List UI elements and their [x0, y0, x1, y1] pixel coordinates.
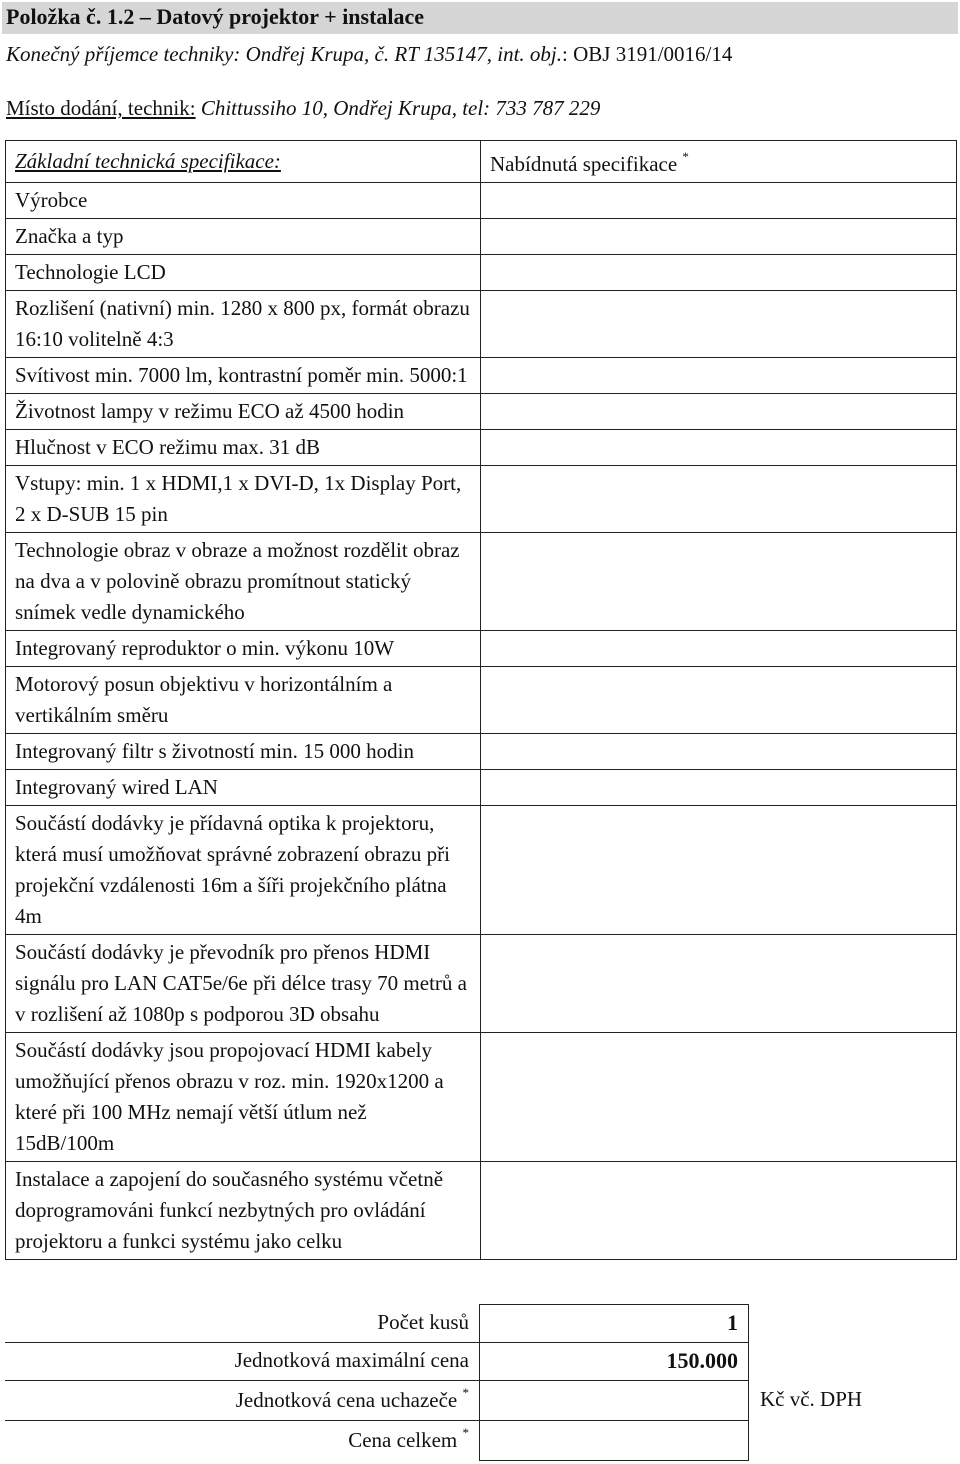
- spec-cell: Svítivost min. 7000 lm, kontrastní poměr min. 5000:1: [6, 358, 481, 394]
- table-row: [6, 1162, 957, 1260]
- currency-note: Kč vč. DPH: [760, 1387, 863, 1411]
- spec-cell: Součástí dodávky je převodník pro přenos HDMI signálu pro LAN CAT5e/6e při délce trasy 70 metrů a v rozlišení až 1080p s podporou 3D obsahu: [6, 935, 481, 1033]
- offered-spec-input[interactable]: [481, 1162, 957, 1260]
- summary-divider: [5, 1380, 480, 1381]
- offered-spec-input[interactable]: [481, 806, 957, 935]
- bid-price-input[interactable]: [481, 1382, 747, 1419]
- item-title: Položka č. 1.2 – Datový projektor + instalace: [6, 4, 425, 29]
- table-row: [6, 806, 957, 935]
- offered-spec-input[interactable]: [481, 667, 957, 734]
- total-price-label: Cena celkem *: [348, 1425, 469, 1452]
- max-price-label: Jednotková maximální cena: [234, 1348, 469, 1372]
- basic-spec-header: Základní technická specifikace:: [6, 141, 481, 183]
- table-row: [6, 219, 957, 255]
- delivery-place-line: [6, 96, 600, 121]
- recipient-value: : OBJ 3191/0016/14: [562, 42, 733, 66]
- table-row: [6, 358, 957, 394]
- specification-table: [5, 140, 957, 1260]
- table-row: [6, 631, 957, 667]
- max-price-value: 150.000: [666, 1348, 738, 1373]
- table-row: [6, 291, 957, 358]
- summary-divider: [5, 1342, 480, 1343]
- offered-spec-input[interactable]: [481, 770, 957, 806]
- spec-cell: Součástí dodávky je přídavná optika k projektoru, která musí umožňovat správné zobrazení obrazu při projekční vzdálenosti 16m a šíři projekčního plátna 4m: [6, 806, 481, 935]
- spec-cell: Výrobce: [6, 183, 481, 219]
- offered-spec-input[interactable]: [481, 183, 957, 219]
- table-header-row: [6, 141, 957, 183]
- offered-spec-input[interactable]: [481, 734, 957, 770]
- offered-spec-input[interactable]: [481, 533, 957, 631]
- delivery-place-label: Místo dodání, technik:: [6, 96, 196, 120]
- offered-spec-input[interactable]: [481, 219, 957, 255]
- offered-spec-input[interactable]: [481, 358, 957, 394]
- spec-cell: Technologie obraz v obraze a možnost rozdělit obraz na dva a v polovině obrazu promítnout statický snímek vedle dynamického: [6, 533, 481, 631]
- table-row: [6, 935, 957, 1033]
- spec-cell: Hlučnost v ECO režimu max. 31 dB: [6, 430, 481, 466]
- table-row: [6, 183, 957, 219]
- offered-spec-input[interactable]: [481, 394, 957, 430]
- spec-cell: Značka a typ: [6, 219, 481, 255]
- delivery-place-value: Chittussiho 10, Ondřej Krupa, tel: 733 787 229: [195, 96, 601, 120]
- count-value: 1: [727, 1310, 738, 1335]
- table-row: [6, 533, 957, 631]
- offered-spec-input[interactable]: [481, 631, 957, 667]
- spec-cell: Součástí dodávky jsou propojovací HDMI kabely umožňující přenos obrazu v roz. min. 1920x1200 a které při 100 MHz nemají větší útlum než 15dB/100m: [6, 1033, 481, 1162]
- spec-cell: Technologie LCD: [6, 255, 481, 291]
- spec-cell: Životnost lampy v režimu ECO až 4500 hodin: [6, 394, 481, 430]
- offered-spec-input[interactable]: [481, 466, 957, 533]
- offered-spec-input[interactable]: [481, 255, 957, 291]
- recipient-label: Konečný příjemce techniky: Ondřej Krupa, č. RT 135147, int. obj.: [6, 42, 563, 66]
- total-price-input[interactable]: [481, 1422, 747, 1460]
- offered-spec-input[interactable]: [481, 291, 957, 358]
- table-row: [6, 430, 957, 466]
- table-row: [6, 770, 957, 806]
- offered-spec-input[interactable]: [481, 1033, 957, 1162]
- table-row: [6, 255, 957, 291]
- table-row: [6, 466, 957, 533]
- spec-cell: Instalace a zapojení do současného systému včetně doprogramováni funkcí nezbytných pro ovládání projektoru a funkci systému jako celku: [6, 1162, 481, 1260]
- offered-spec-header: Nabídnutá specifikace *: [481, 141, 957, 183]
- offered-spec-input[interactable]: [481, 430, 957, 466]
- spec-cell: Integrovaný wired LAN: [6, 770, 481, 806]
- spec-cell: Vstupy: min. 1 x HDMI,1 x DVI-D, 1x Display Port, 2 x D-SUB 15 pin: [6, 466, 481, 533]
- table-row: [6, 394, 957, 430]
- table-row: [6, 667, 957, 734]
- spec-cell: Motorový posun objektivu v horizontálním a vertikálním směru: [6, 667, 481, 734]
- recipient-line: [6, 42, 732, 67]
- table-row: [6, 1033, 957, 1162]
- summary-divider: [5, 1420, 480, 1421]
- count-label: Počet kusů: [377, 1310, 469, 1334]
- table-row: [6, 734, 957, 770]
- spec-cell: Rozlišení (nativní) min. 1280 x 800 px, formát obrazu 16:10 volitelně 4:3: [6, 291, 481, 358]
- bid-price-label: Jednotková cena uchazeče *: [235, 1385, 469, 1412]
- spec-cell: Integrovaný reproduktor o min. výkonu 10W: [6, 631, 481, 667]
- offered-spec-input[interactable]: [481, 935, 957, 1033]
- spec-cell: Integrovaný filtr s životností min. 15 000 hodin: [6, 734, 481, 770]
